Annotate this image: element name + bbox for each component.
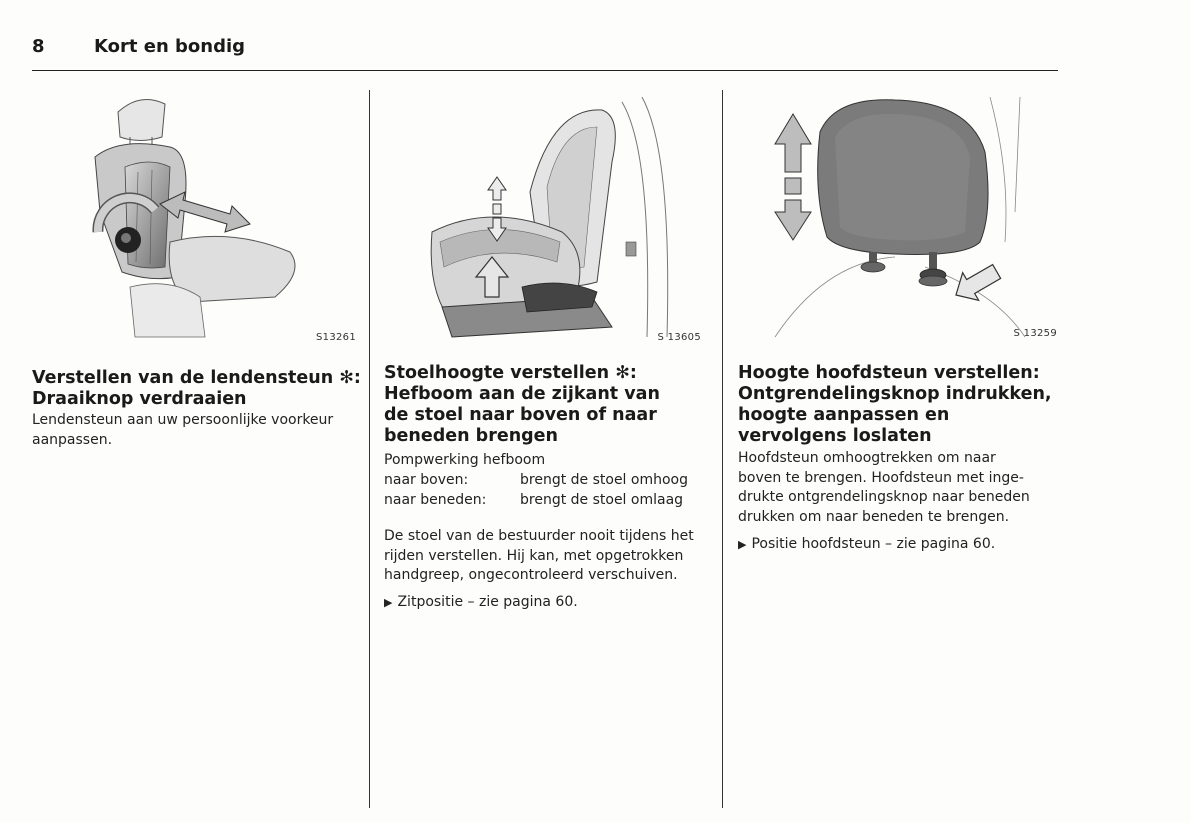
action-value: brengt de stoel omlaag [520, 492, 684, 508]
headrest-illustration [765, 92, 1065, 347]
lever-action-list [384, 470, 714, 510]
lever-action-row [384, 490, 714, 510]
driver-warning [384, 527, 694, 586]
page-reference [738, 534, 995, 555]
headrest-heading [738, 363, 1052, 447]
reference-text: Positie hoofdsteun – zie pagina 60. [751, 536, 996, 552]
body-line: aanpassen. [32, 431, 113, 448]
action-key: naar beneden: [384, 492, 487, 508]
heading-line: Verstellen van de lendensteun ✻: [32, 368, 361, 388]
body-line: handgreep, ongecontroleerd verschuiven. [384, 567, 678, 583]
figure-code: S 13605 [657, 332, 701, 343]
heading-line: Draaiknop verdraaien [32, 389, 247, 409]
body-line: De stoel van de bestuurder nooit tijdens het [384, 528, 694, 544]
lumbar-support-illustration [60, 92, 360, 347]
body-line: Lendensteun aan uw persoonlijke voorkeur [32, 412, 334, 428]
heading-line: hoogte aanpassen en [738, 405, 950, 425]
lumbar-body [32, 411, 333, 450]
section-title: Kort en bondig [94, 36, 246, 57]
lever-action-row [384, 470, 714, 490]
reference-text: Zitpositie – zie pagina 60. [397, 594, 578, 610]
figure-code: S 13259 [1013, 328, 1057, 339]
lever-intro: Pompwerking hefboom [384, 452, 546, 468]
body-line: Hoofdsteun omhoogtrekken om naar [738, 450, 996, 466]
heading-line: vervolgens loslaten [738, 426, 932, 446]
heading-line: Stoelhoogte verstellen ✻: [384, 363, 637, 383]
heading-line: Ontgrendelingsknop indrukken, [738, 384, 1052, 404]
page-number: 8 [32, 36, 45, 57]
lumbar-heading [32, 368, 361, 410]
heading-line: beneden brengen [384, 426, 559, 446]
page-reference [384, 592, 578, 613]
action-value: brengt de stoel omhoog [520, 472, 688, 488]
body-line: drukken om naar beneden te brengen. [738, 508, 1010, 525]
heading-line: Hefboom aan de zijkant van [384, 384, 660, 404]
figure-code: S13261 [316, 332, 356, 343]
play-arrow-icon: ▶ [738, 538, 747, 551]
headrest-body [738, 449, 1030, 527]
action-key: naar boven: [384, 472, 469, 488]
column-divider [369, 90, 370, 808]
heading-line: de stoel naar boven of naar [384, 405, 657, 425]
heading-line: Hoogte hoofdsteun verstellen: [738, 363, 1040, 383]
seat-height-illustration [412, 92, 707, 347]
body-line: drukte ontgrendelingsknop naar beneden [738, 489, 1030, 505]
page-header [32, 36, 1062, 72]
body-line: boven te brengen. Hoofdsteun met inge- [738, 469, 1024, 486]
header-rule [32, 70, 1058, 71]
column-divider [722, 90, 723, 808]
play-arrow-icon: ▶ [384, 596, 393, 609]
seat-height-heading [384, 363, 660, 447]
body-line: rijden verstellen. Hij kan, met opgetrokken [384, 547, 684, 564]
